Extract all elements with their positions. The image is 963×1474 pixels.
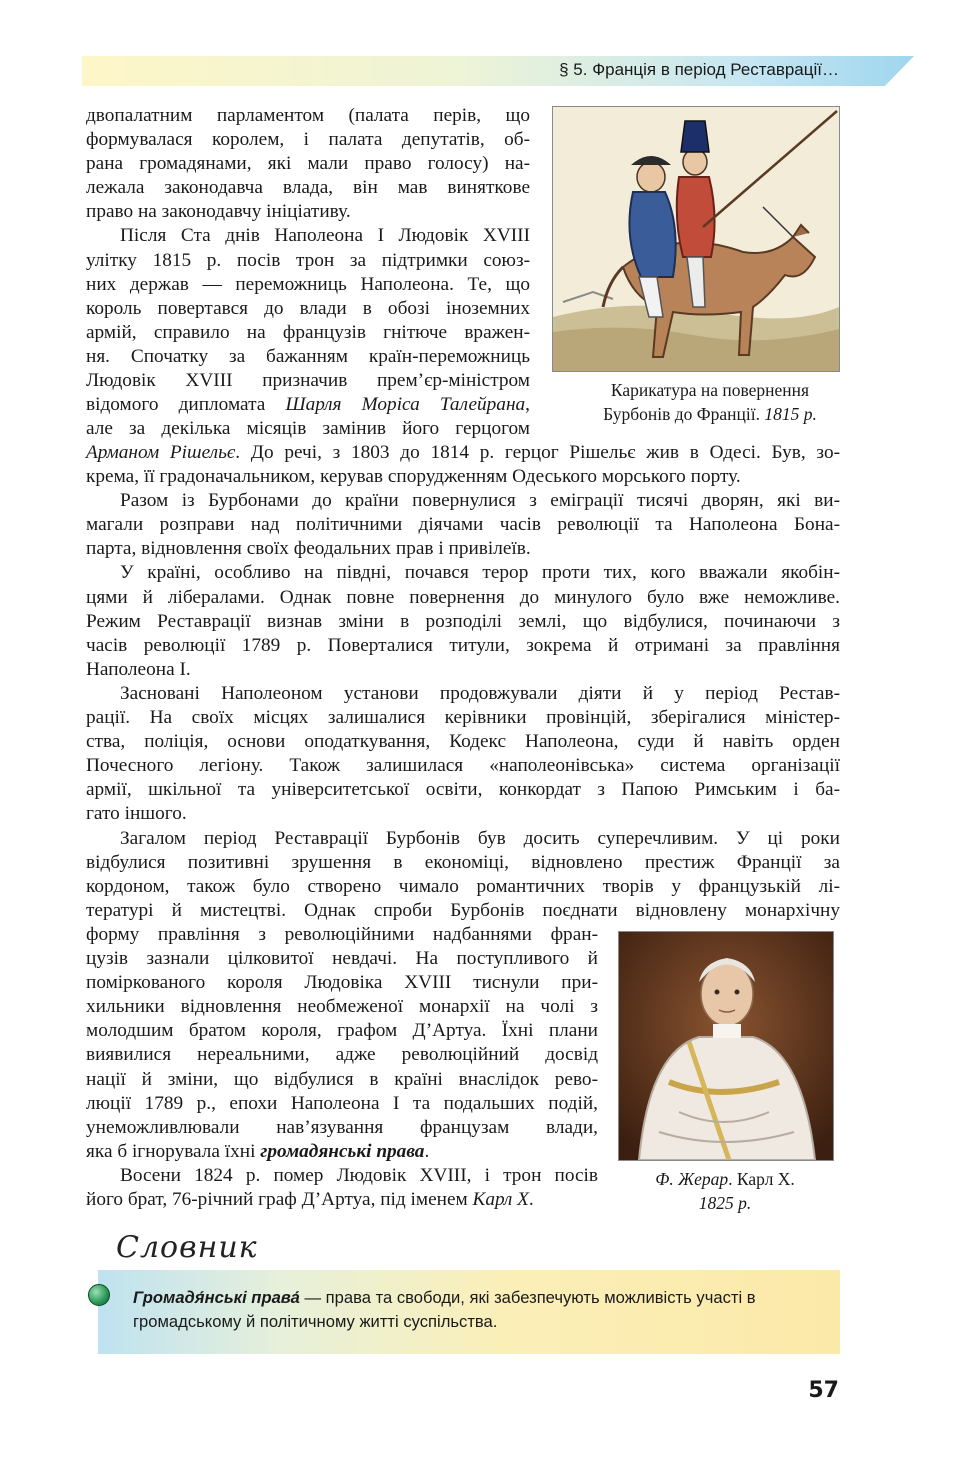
text-line: Наполеона І. — [86, 658, 191, 680]
portrait-caption: Ф. Жерар. Карл X. 1825 р. — [655, 1169, 795, 1213]
text-line: рана громадянами, які мали право голосу) на- — [86, 153, 530, 175]
text-line: ня. Спочатку за бажанням країн-переможниць — [86, 345, 530, 367]
text-line: унеможливлювали нав’язування французам влади, — [86, 1116, 598, 1138]
text-line: люції 1789 р., епохи Наполеона І та подальших подій, — [86, 1092, 598, 1114]
text-line: нації й зміни, що відбулися в країні внаслідок рево- — [86, 1068, 598, 1090]
paragraph-4 — [86, 561, 840, 681]
text-line: У країні, особливо на півдні, почався терор проти тих, кого вважали якобін- — [120, 562, 840, 584]
dictionary-definition: — права та свободи, які забезпечують можливість участі в громадському й політичному житті суспільства. — [133, 1288, 756, 1331]
talleyrand-name: Шарля Моріса Талейрана — [285, 394, 526, 416]
paragraph-3 — [86, 489, 840, 561]
text-line: відбулися позитивні зрушення в економіці, відновлено престиж Франції за — [86, 851, 840, 873]
text-line: них держав — переможниць Наполеона. Те, що — [86, 273, 530, 295]
text-line: улітку 1815 р. посів трон за підтримки союз- — [86, 249, 530, 271]
paragraph-1 — [86, 104, 530, 224]
text-line: Людовік XVIII призначив прем’єр-міністром — [86, 370, 530, 392]
text-line: тературі й мистецтві. Однак спроби Бурбонів поєднати відновлену монархічну — [86, 899, 840, 921]
richelieu-name: Арманом Рішельє — [86, 442, 236, 463]
paragraph-5 — [86, 682, 840, 827]
dictionary-title: Словник — [116, 1230, 258, 1265]
text-line: рації. На своїх місцях залишалися керівники провінцій, зберігалися міністер- — [86, 707, 840, 729]
bullet-icon — [88, 1284, 110, 1306]
text-line: поміркованого короля Людовіка XVIII тиснули при- — [86, 972, 598, 994]
text-line: формувалася королем, і палата депутатів, об- — [86, 129, 530, 151]
text-line: армії, шкільної та університетської освіти, конкордат з Папою Римським і ба- — [86, 779, 840, 801]
portrait-illustration — [619, 932, 833, 1160]
paragraph-2-bottom: Арманом Рішельє. До речі, з 1803 до 1814 р. герцог Рішельє жив в Одесі. Був, зо- — [86, 442, 841, 463]
text-line: часів революції 1789 р. Поверталися титули, зокрема й отримані за правління — [86, 634, 840, 656]
text-line: форму правління з революційними надбаннями фран- — [86, 924, 598, 945]
text-line: Після Ста днів Наполеона І Людовік XVIII — [120, 225, 530, 247]
portrait-image — [618, 931, 834, 1161]
paragraph-2-line: але за декілька місяців замінив його герцогом — [86, 418, 530, 440]
paragraph-7: Восени 1824 р. помер Людовік XVIII, і трон посів — [120, 1164, 598, 1186]
dictionary-entry — [133, 1286, 833, 1334]
charles-x-name: Карл X — [472, 1189, 529, 1211]
paragraph-2-end: крема, її градоначальником, керував спорудженням Одеського морського порту. — [86, 466, 741, 488]
text-line: парта, відновлення своїх феодальних прав і привілеїв. — [86, 538, 531, 560]
text-line: двопалатним парламентом (палата перів, що — [86, 105, 530, 126]
text-line: право на законодавчу ініціативу. — [86, 201, 351, 223]
civil-rights-term: громадянські права — [260, 1140, 425, 1162]
paragraph-6-bottom — [86, 923, 598, 1140]
text-line: Загалом період Реставрації Бурбонів був досить суперечливим. У ці роки — [120, 827, 840, 849]
text-line: Почесного легіону. Також залишилася «наполеонівська» система організації — [86, 755, 840, 777]
caricature-image — [552, 106, 840, 372]
text-line: Режим Реставрації визнав зміни в розподілі землі, що відбулися, починаючи з — [86, 610, 840, 632]
text-line: магали розправи над політичними діячами часів революції та Наполеона Бона- — [86, 514, 840, 536]
text-line: цузів зазнали цілковитої невдачі. На поступливого й — [86, 948, 598, 970]
paragraph-6-top — [86, 827, 840, 923]
page-number: 57 — [808, 1378, 839, 1403]
text-line: хильники відновлення необмеженої монархії на чолі з — [86, 996, 598, 1018]
text-line: Засновані Наполеоном установи продовжували діяти й у період Рестав- — [120, 682, 840, 704]
caricature-illustration — [553, 107, 839, 371]
dictionary-term: Громадя́нські права́ — [133, 1288, 300, 1307]
text-line: король повертався до влади в обозі іноземних — [86, 297, 530, 319]
full-text — [86, 441, 840, 923]
paragraph-6-last: яка б ігнорувала їхні громадянські права. — [86, 1140, 430, 1162]
text-line: лежала законодавча влада, він мав виняткове — [86, 177, 530, 199]
section-title: § 5. Франція в період Реставрації… — [559, 60, 839, 79]
text-line: виявилися нереальними, адже революційний досвід — [86, 1044, 598, 1066]
narrow-text-top — [86, 104, 530, 441]
paragraph-7-line2: його брат, 76-річний граф Д’Артуа, під іменем Карл X. — [86, 1189, 534, 1211]
narrow-text-bottom — [86, 923, 598, 1212]
text-line: цями й лібералами. Однак повне повернення до минулого було вже неможливе. — [86, 586, 840, 608]
text-line: Разом із Бурбонами до країни повернулися з еміграції тисячі дворян, які ви- — [120, 490, 840, 512]
paragraph-2-line: відомого дипломата Шарля Моріса Талейрана, — [86, 394, 530, 416]
caricature-caption: Карикатура на повернення Бурбонів до Франції. 1815 р. — [603, 380, 817, 424]
text-line: ства, поліція, основи оподаткування, Кодекс Наполеона, суди й навіть орден — [86, 731, 840, 753]
text-line: армій, справило на французів гнітюче вражен- — [86, 321, 530, 343]
text-line: гато іншого. — [86, 803, 187, 825]
text-line: молодшим братом короля, графом Д’Артуа. Їхні плани — [86, 1020, 598, 1042]
text-line: кордоном, також було створено чимало романтичних творів у французькій лі- — [86, 875, 840, 897]
paragraph-2-top — [86, 224, 530, 393]
